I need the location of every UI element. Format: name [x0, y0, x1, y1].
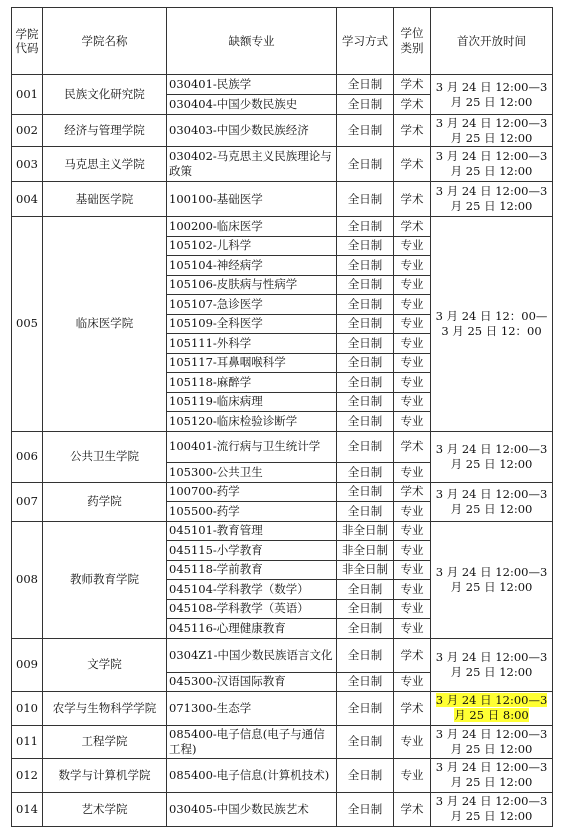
study-mode-cell: 全日制	[337, 725, 394, 758]
college-code-cell: 001	[12, 75, 43, 115]
degree-type-cell: 专业	[394, 619, 431, 639]
college-code-cell: 006	[12, 431, 43, 482]
degree-type-cell: 专业	[394, 541, 431, 561]
college-name-cell: 公共卫生学院	[43, 431, 167, 482]
degree-type-cell: 专业	[394, 725, 431, 758]
open-time-text: 3 月 24 日 12:00—3 月 25 日 12:00	[435, 726, 548, 756]
study-mode-cell: 全日制	[337, 580, 394, 600]
major-cell: 045104-学科教学（数学）	[167, 580, 337, 600]
study-mode-cell: 全日制	[337, 373, 394, 393]
open-time-text: 3 月 24 日 12:00—3 月 25 日 12:00	[435, 115, 548, 145]
major-cell: 030405-中国少数民族艺术	[167, 792, 337, 826]
major-cell: 105106-皮肤病与性病学	[167, 275, 337, 295]
study-mode-cell: 全日制	[337, 638, 394, 672]
header-code: 学院代码	[12, 8, 43, 75]
major-cell: 030402-马克思主义民族理论与政策	[167, 147, 337, 182]
open-time-cell	[431, 115, 553, 147]
header-mode: 学习方式	[337, 8, 394, 75]
open-time-text: 3 月 24 日 12：00—3 月 25 日 12：00	[435, 308, 548, 338]
study-mode-cell: 非全日制	[337, 521, 394, 541]
open-time-text: 3 月 24 日 12:00—3 月 25 日 12:00	[435, 486, 548, 516]
major-cell: 105111-外科学	[167, 334, 337, 354]
degree-type-cell: 专业	[394, 275, 431, 295]
study-mode-cell: 全日制	[337, 256, 394, 276]
major-cell: 045108-学科教学（英语）	[167, 599, 337, 619]
open-time-cell	[431, 217, 553, 432]
open-time-text: 3 月 24 日 12:00—3 月 25 日 12:00	[435, 794, 548, 823]
college-code-cell: 010	[12, 691, 43, 725]
college-code-cell: 014	[12, 792, 43, 826]
study-mode-cell: 全日制	[337, 353, 394, 373]
college-name-cell: 工程学院	[43, 725, 167, 758]
degree-type-cell: 学术	[394, 75, 431, 95]
open-time-cell	[431, 182, 553, 217]
degree-type-cell: 学术	[394, 95, 431, 115]
table-row	[12, 147, 553, 182]
table-row	[12, 115, 553, 147]
degree-type-cell: 学术	[394, 182, 431, 217]
college-code-cell: 008	[12, 521, 43, 638]
open-time-text: 3 月 24 日 12:00—3 月 25 日 12:00	[435, 649, 548, 679]
major-cell: 105107-急诊医学	[167, 295, 337, 315]
open-time-cell	[431, 431, 553, 482]
degree-type-cell: 专业	[394, 295, 431, 315]
major-cell: 105119-临床病理	[167, 392, 337, 412]
open-time-cell	[431, 521, 553, 638]
study-mode-cell: 全日制	[337, 275, 394, 295]
college-code-cell: 012	[12, 758, 43, 792]
table-row	[12, 691, 553, 725]
open-time-cell	[431, 638, 553, 691]
major-cell: 105118-麻醉学	[167, 373, 337, 393]
major-cell: 085400-电子信息(电子与通信工程)	[167, 725, 337, 758]
college-name-cell: 经济与管理学院	[43, 115, 167, 147]
college-code-cell: 007	[12, 482, 43, 521]
major-cell: 105109-全科医学	[167, 314, 337, 334]
study-mode-cell: 全日制	[337, 502, 394, 522]
major-cell: 0304Z1-中国少数民族语言文化	[167, 638, 337, 672]
major-cell: 085400-电子信息(计算机技术)	[167, 758, 337, 792]
major-cell: 100401-流行病与卫生统计学	[167, 431, 337, 462]
study-mode-cell: 非全日制	[337, 560, 394, 580]
degree-type-cell: 专业	[394, 256, 431, 276]
degree-type-cell: 专业	[394, 521, 431, 541]
table-row	[12, 75, 553, 95]
major-cell: 105104-神经病学	[167, 256, 337, 276]
study-mode-cell: 全日制	[337, 75, 394, 95]
table-row	[12, 521, 553, 541]
degree-type-cell: 专业	[394, 334, 431, 354]
open-time-text: 3 月 24 日 12:00—3 月 25 日 12:00	[435, 760, 548, 789]
degree-type-cell: 专业	[394, 373, 431, 393]
degree-type-cell: 专业	[394, 560, 431, 580]
degree-type-cell: 专业	[394, 758, 431, 792]
study-mode-cell: 全日制	[337, 758, 394, 792]
open-time-text: 3 月 24 日 12:00—3 月 25 日 12:00	[435, 184, 548, 213]
degree-type-cell: 学术	[394, 431, 431, 462]
major-cell: 105120-临床检验诊断学	[167, 412, 337, 432]
degree-type-cell: 学术	[394, 638, 431, 672]
study-mode-cell: 全日制	[337, 334, 394, 354]
open-time-cell	[431, 725, 553, 758]
degree-type-cell: 专业	[394, 314, 431, 334]
open-time-cell	[431, 482, 553, 521]
study-mode-cell: 全日制	[337, 482, 394, 502]
table-row	[12, 217, 553, 237]
degree-type-cell: 专业	[394, 412, 431, 432]
study-mode-cell: 全日制	[337, 182, 394, 217]
degree-type-cell: 专业	[394, 580, 431, 600]
major-cell: 045116-心理健康教育	[167, 619, 337, 639]
degree-type-cell: 专业	[394, 236, 431, 256]
degree-type-cell: 专业	[394, 462, 431, 482]
major-cell: 105300-公共卫生	[167, 462, 337, 482]
major-cell: 030401-民族学	[167, 75, 337, 95]
table-row	[12, 638, 553, 672]
study-mode-cell: 全日制	[337, 314, 394, 334]
open-time-text: 3 月 24 日 12:00—3 月 25 日 12:00	[435, 564, 548, 594]
table-body	[12, 75, 553, 827]
study-mode-cell: 全日制	[337, 672, 394, 691]
header-row	[12, 8, 553, 75]
major-cell: 030403-中国少数民族经济	[167, 115, 337, 147]
degree-type-cell: 专业	[394, 353, 431, 373]
open-time-text: 3 月 24 日 12:00—3 月 25 日 12:00	[435, 79, 548, 109]
study-mode-cell: 全日制	[337, 599, 394, 619]
study-mode-cell: 全日制	[337, 619, 394, 639]
major-cell: 045115-小学教育	[167, 541, 337, 561]
degree-type-cell: 学术	[394, 691, 431, 725]
table-row	[12, 482, 553, 502]
open-time-text: 3 月 24 日 12:00—3 月 25 日 12:00	[435, 149, 548, 178]
degree-type-cell: 专业	[394, 599, 431, 619]
study-mode-cell: 全日制	[337, 691, 394, 725]
major-cell: 105500-药学	[167, 502, 337, 522]
open-time-cell	[431, 758, 553, 792]
degree-type-cell: 学术	[394, 115, 431, 147]
college-name-cell: 艺术学院	[43, 792, 167, 826]
study-mode-cell: 全日制	[337, 115, 394, 147]
degree-type-cell: 专业	[394, 502, 431, 522]
degree-type-cell: 学术	[394, 482, 431, 502]
college-name-cell: 教师教育学院	[43, 521, 167, 638]
open-time-cell	[431, 75, 553, 115]
major-cell: 071300-生态学	[167, 691, 337, 725]
header-degree: 学位类别	[394, 8, 431, 75]
study-mode-cell: 全日制	[337, 462, 394, 482]
study-mode-cell: 全日制	[337, 236, 394, 256]
degree-type-cell: 学术	[394, 147, 431, 182]
college-code-cell: 002	[12, 115, 43, 147]
major-cell: 105117-耳鼻咽喉科学	[167, 353, 337, 373]
study-mode-cell: 全日制	[337, 147, 394, 182]
college-name-cell: 药学院	[43, 482, 167, 521]
major-cell: 045101-教育管理	[167, 521, 337, 541]
study-mode-cell: 非全日制	[337, 541, 394, 561]
open-time-highlighted: 3 月 24 日 12:00—3 月 25 日 8:00	[435, 693, 548, 722]
major-cell: 100200-临床医学	[167, 217, 337, 237]
major-cell: 045118-学前教育	[167, 560, 337, 580]
major-cell: 105102-儿科学	[167, 236, 337, 256]
college-code-cell: 003	[12, 147, 43, 182]
table-row	[12, 792, 553, 826]
open-time-cell	[431, 147, 553, 182]
study-mode-cell: 全日制	[337, 295, 394, 315]
degree-type-cell: 专业	[394, 672, 431, 691]
study-mode-cell: 全日制	[337, 412, 394, 432]
degree-type-cell: 学术	[394, 792, 431, 826]
college-code-cell: 011	[12, 725, 43, 758]
study-mode-cell: 全日制	[337, 431, 394, 462]
major-cell: 100100-基础医学	[167, 182, 337, 217]
college-name-cell: 农学与生物科学学院	[43, 691, 167, 725]
college-name-cell: 临床医学院	[43, 217, 167, 432]
table-row	[12, 182, 553, 217]
open-time-cell	[431, 691, 553, 725]
college-name-cell: 民族文化研究院	[43, 75, 167, 115]
major-cell: 030404-中国少数民族史	[167, 95, 337, 115]
study-mode-cell: 全日制	[337, 392, 394, 412]
open-time-cell	[431, 792, 553, 826]
open-time-text: 3 月 24 日 12:00—3 月 25 日 12:00	[435, 441, 548, 471]
major-cell: 100700-药学	[167, 482, 337, 502]
degree-type-cell: 学术	[394, 217, 431, 237]
vacancy-table	[11, 7, 553, 827]
college-name-cell: 马克思主义学院	[43, 147, 167, 182]
study-mode-cell: 全日制	[337, 792, 394, 826]
major-cell: 045300-汉语国际教育	[167, 672, 337, 691]
table-row	[12, 758, 553, 792]
college-code-cell: 005	[12, 217, 43, 432]
table-row	[12, 431, 553, 462]
college-code-cell: 009	[12, 638, 43, 691]
college-code-cell: 004	[12, 182, 43, 217]
table-row	[12, 725, 553, 758]
college-name-cell: 数学与计算机学院	[43, 758, 167, 792]
header-time: 首次开放时间	[431, 8, 553, 75]
study-mode-cell: 全日制	[337, 217, 394, 237]
degree-type-cell: 专业	[394, 392, 431, 412]
header-college: 学院名称	[43, 8, 167, 75]
college-name-cell: 文学院	[43, 638, 167, 691]
study-mode-cell: 全日制	[337, 95, 394, 115]
header-major: 缺额专业	[167, 8, 337, 75]
college-name-cell: 基础医学院	[43, 182, 167, 217]
